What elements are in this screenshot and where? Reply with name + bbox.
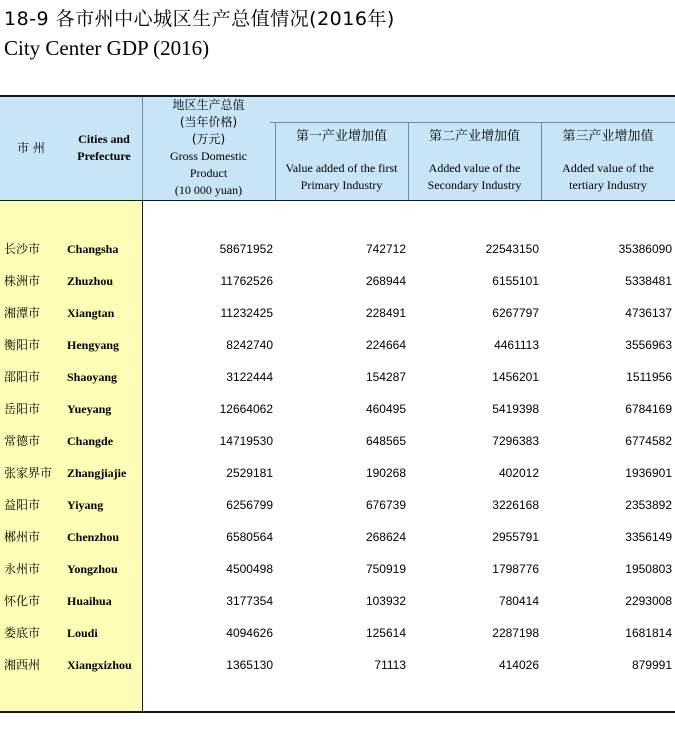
city-name-en: Yiyang	[67, 498, 104, 512]
header-city-en	[66, 131, 142, 165]
header-primary-en-line1: Value added of the first	[285, 161, 398, 175]
gdp-value: 12664062	[219, 402, 273, 416]
tertiary-value: 6774582	[625, 434, 672, 448]
header-secondary-en-line2: Secondary Industry	[427, 178, 522, 192]
header-secondary-cn: 第二产业增加值	[428, 129, 520, 144]
primary-value: 268624	[365, 530, 406, 544]
table-row	[0, 233, 675, 265]
primary-value: 224664	[365, 338, 406, 352]
primary-value: 228491	[365, 306, 406, 320]
gdp-value: 6580564	[226, 530, 273, 544]
tertiary-value: 1936901	[625, 466, 672, 480]
secondary-value: 6155101	[492, 274, 539, 288]
city-name-en: Xiangtan	[67, 306, 115, 320]
table-row	[0, 329, 675, 361]
gdp-value: 2529181	[226, 466, 273, 480]
primary-value: 742712	[365, 242, 406, 256]
tertiary-value: 5338481	[625, 274, 672, 288]
city-name-cn: 岳阳市	[4, 402, 41, 416]
city-name-en: Shaoyang	[67, 370, 118, 384]
header-tertiary-en-line2: tertiary Industry	[569, 178, 647, 192]
city-name-en: Xiangxizhou	[67, 658, 132, 672]
city-name-cn: 衡阳市	[4, 338, 41, 352]
primary-value: 460495	[365, 402, 406, 416]
table-row	[0, 585, 675, 617]
city-name-cn: 湘潭市	[4, 306, 41, 320]
header-primary-en	[275, 160, 408, 194]
city-name-cn: 永州市	[4, 562, 41, 576]
city-name-en: Zhangjiajie	[67, 466, 127, 480]
header-city-en-line2: Prefecture	[77, 149, 131, 163]
city-name-en: Chenzhou	[67, 530, 120, 544]
tertiary-value: 3356149	[625, 530, 672, 544]
tertiary-value: 879991	[631, 658, 672, 672]
city-name-en: Huaihua	[67, 594, 112, 608]
city-name-en: Yongzhou	[67, 562, 118, 576]
city-name-cn: 娄底市	[4, 626, 41, 640]
header-gdp-cn-line1: 地区生产总值	[172, 98, 245, 112]
table-row	[0, 553, 675, 585]
gdp-value: 6256799	[226, 498, 273, 512]
gdp-value: 1365130	[226, 658, 273, 672]
city-name-cn: 长沙市	[4, 242, 41, 256]
table-title-cn: 18-9 各市州中心城区生产总值情况(2016年)	[4, 8, 395, 30]
secondary-value: 1798776	[492, 562, 539, 576]
primary-value: 71113	[374, 658, 406, 672]
table-row	[0, 297, 675, 329]
tertiary-value: 1950803	[625, 562, 672, 576]
gdp-value: 3177354	[226, 594, 273, 608]
header-sub-border	[270, 122, 675, 123]
city-name-en: Changde	[67, 434, 114, 448]
primary-value: 268944	[365, 274, 406, 288]
table-bottom-border	[0, 711, 675, 713]
secondary-value: 5419398	[492, 402, 539, 416]
city-name-cn: 常德市	[4, 434, 41, 448]
gdp-value: 8242740	[226, 338, 273, 352]
city-name-cn: 株洲市	[4, 274, 41, 288]
header-gdp-cn-line2: (当年价格)	[179, 115, 238, 129]
tertiary-value: 6784169	[625, 402, 672, 416]
table-row	[0, 617, 675, 649]
table-top-border	[0, 95, 675, 97]
header-tertiary-en	[541, 160, 675, 194]
gdp-value: 4500498	[226, 562, 273, 576]
header-gdp-en-line2: Product	[189, 166, 228, 180]
secondary-value: 402012	[498, 466, 539, 480]
header-tertiary-cn: 第三产业增加值	[562, 129, 654, 144]
city-name-cn: 张家界市	[4, 466, 53, 480]
table-title-en: City Center GDP (2016)	[4, 36, 210, 60]
gdp-value: 58671952	[219, 242, 273, 256]
city-name-cn: 怀化市	[4, 594, 41, 608]
secondary-value: 414026	[498, 658, 539, 672]
secondary-value: 6267797	[492, 306, 539, 320]
city-name-cn: 益阳市	[4, 498, 41, 512]
header-secondary-en-line1: Added value of the	[428, 161, 521, 175]
header-gdp-en-line3: (10 000 yuan)	[174, 183, 243, 197]
tertiary-value: 2293008	[625, 594, 672, 608]
table-row	[0, 425, 675, 457]
gdp-value: 14719530	[219, 434, 273, 448]
table-row	[0, 521, 675, 553]
tertiary-value: 2353892	[625, 498, 672, 512]
city-name-cn: 邵阳市	[4, 370, 41, 384]
table-row	[0, 489, 675, 521]
secondary-value: 4461113	[494, 338, 539, 352]
header-gdp-cn-line3: (万元)	[191, 132, 226, 146]
primary-value: 190268	[365, 466, 406, 480]
primary-value: 750919	[365, 562, 406, 576]
secondary-value: 3226168	[492, 498, 539, 512]
primary-value: 154287	[365, 370, 406, 384]
gdp-value: 11762526	[220, 274, 273, 288]
secondary-value: 7296383	[492, 434, 539, 448]
table-row	[0, 457, 675, 489]
secondary-value: 2287198	[492, 626, 539, 640]
gdp-value: 3122444	[226, 370, 273, 384]
header-gdp	[142, 97, 275, 199]
secondary-value: 2955791	[492, 530, 539, 544]
tertiary-value: 1681814	[625, 626, 672, 640]
header-primary-cn: 第一产业增加值	[295, 129, 387, 144]
header-city-en-line1: Cities and	[78, 132, 130, 146]
city-name-cn: 湘西州	[4, 658, 41, 672]
table-row	[0, 393, 675, 425]
header-gdp-en-line1: Gross Domestic	[170, 149, 247, 163]
header-tertiary-en-line1: Added value of the	[562, 161, 654, 175]
secondary-value: 780414	[498, 594, 539, 608]
primary-value: 676739	[365, 498, 406, 512]
header-primary-en-line2: Primary Industry	[300, 178, 383, 192]
table-row	[0, 649, 675, 681]
city-name-en: Yueyang	[67, 402, 112, 416]
city-name-en: Zhuzhou	[67, 274, 114, 288]
primary-value: 103932	[365, 594, 406, 608]
secondary-value: 22543150	[485, 242, 539, 256]
city-name-en: Hengyang	[67, 338, 120, 352]
tertiary-value: 35386090	[618, 242, 672, 256]
tertiary-value: 1511956	[626, 370, 672, 384]
header-bottom-border	[0, 200, 675, 201]
city-name-cn: 郴州市	[4, 530, 41, 544]
primary-value: 648565	[365, 434, 406, 448]
primary-value: 125614	[365, 626, 406, 640]
header-secondary-en	[408, 160, 541, 194]
table-row	[0, 265, 675, 297]
tertiary-value: 3556963	[625, 338, 672, 352]
gdp-value: 11232425	[220, 306, 273, 320]
city-name-en: Loudi	[67, 626, 98, 640]
header-city-cn: 市 州	[17, 141, 45, 155]
secondary-value: 1456201	[492, 370, 539, 384]
tertiary-value: 4736137	[625, 306, 672, 320]
city-name-en: Changsha	[67, 242, 119, 256]
table-row	[0, 361, 675, 393]
gdp-value: 4094626	[226, 626, 273, 640]
